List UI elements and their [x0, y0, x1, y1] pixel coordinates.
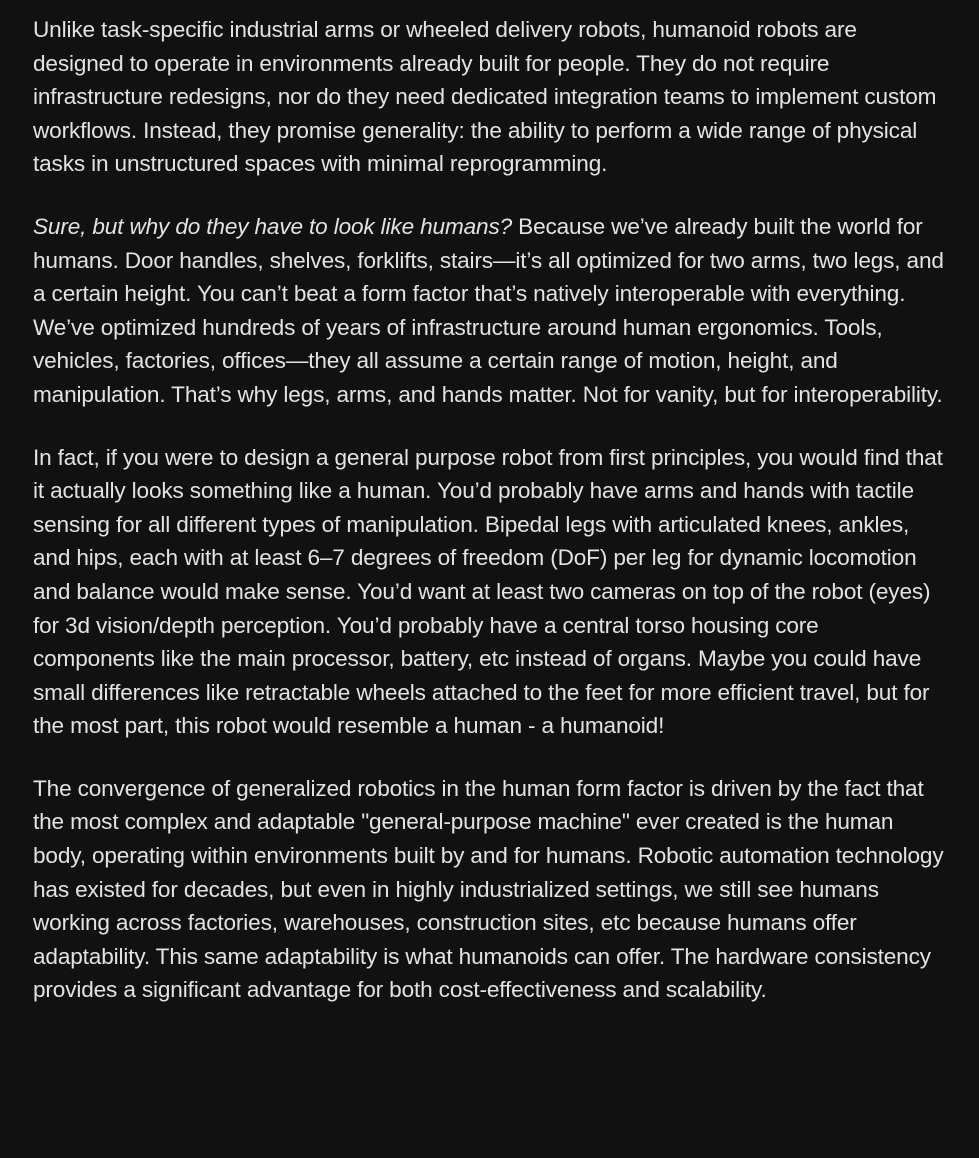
paragraph-1-text: Unlike task-specific industrial arms or wheeled delivery robots, humanoid robots are designed to operate in environments already built for people. They do not require infrastructure redesigns, nor do they need dedicated integration teams to implement custom workflows. Instead, they promise generality: the ability to perform a wide range of physical tasks in unstructured spaces with minimal reprogramming.: [33, 17, 937, 177]
paragraph-1: [33, 13, 945, 181]
paragraph-3-text: In fact, if you were to design a general purpose robot from first principles, you would find that it actually looks something like a human. You’d probably have arms and hands with tactile sensing for all different types of manipulation. Bipedal legs with articulated knees, ankles, and hips, each with at least 6–7 degrees of freedom (DoF) per leg for dynamic locomotion and balance would make sense. You’d want at least two cameras on top of the robot (eyes) for 3d vision/depth perception. You’d probably have a central torso housing core components like the main processor, battery, etc instead of organs. Maybe you could have small differences like retractable wheels attached to the feet for more efficient travel, but for the most part, this robot would resemble a human - a humanoid!: [33, 444, 943, 739]
article-body: [33, 13, 945, 1007]
paragraph-2: [33, 210, 945, 412]
paragraph-4-text: The convergence of generalized robotics in the human form factor is driven by the fact that the most complex and adaptable "general-purpose machine" ever created is the human body, operating within environments built by and for humans. Robotic automation technology has existed for decades, but even in highly industrialized settings, we still see humans working across factories, warehouses, construction sites, etc because humans offer adaptability. This same adaptability is what humanoids can offer. The hardware consistency provides a significant advantage for both cost-effectiveness and scalability.: [33, 775, 944, 1003]
paragraph-2-text: Because we’ve already built the world for humans. Door handles, shelves, forklifts, stairs—it’s all optimized for two arms, two legs, and a certain height. You can’t beat a form factor that’s natively interoperable with everything. We’ve optimized hundreds of years of infrastructure around human ergonomics. Tools, vehicles, factories, offices—they all assume a certain range of motion, height, and manipulation. That’s why legs, arms, and hands matter. Not for vanity, but for interoperability.: [33, 213, 944, 407]
paragraph-4: [33, 772, 945, 1007]
paragraph-3: [33, 441, 945, 743]
paragraph-2-emphasis: Sure, but why do they have to look like humans?: [33, 213, 513, 239]
